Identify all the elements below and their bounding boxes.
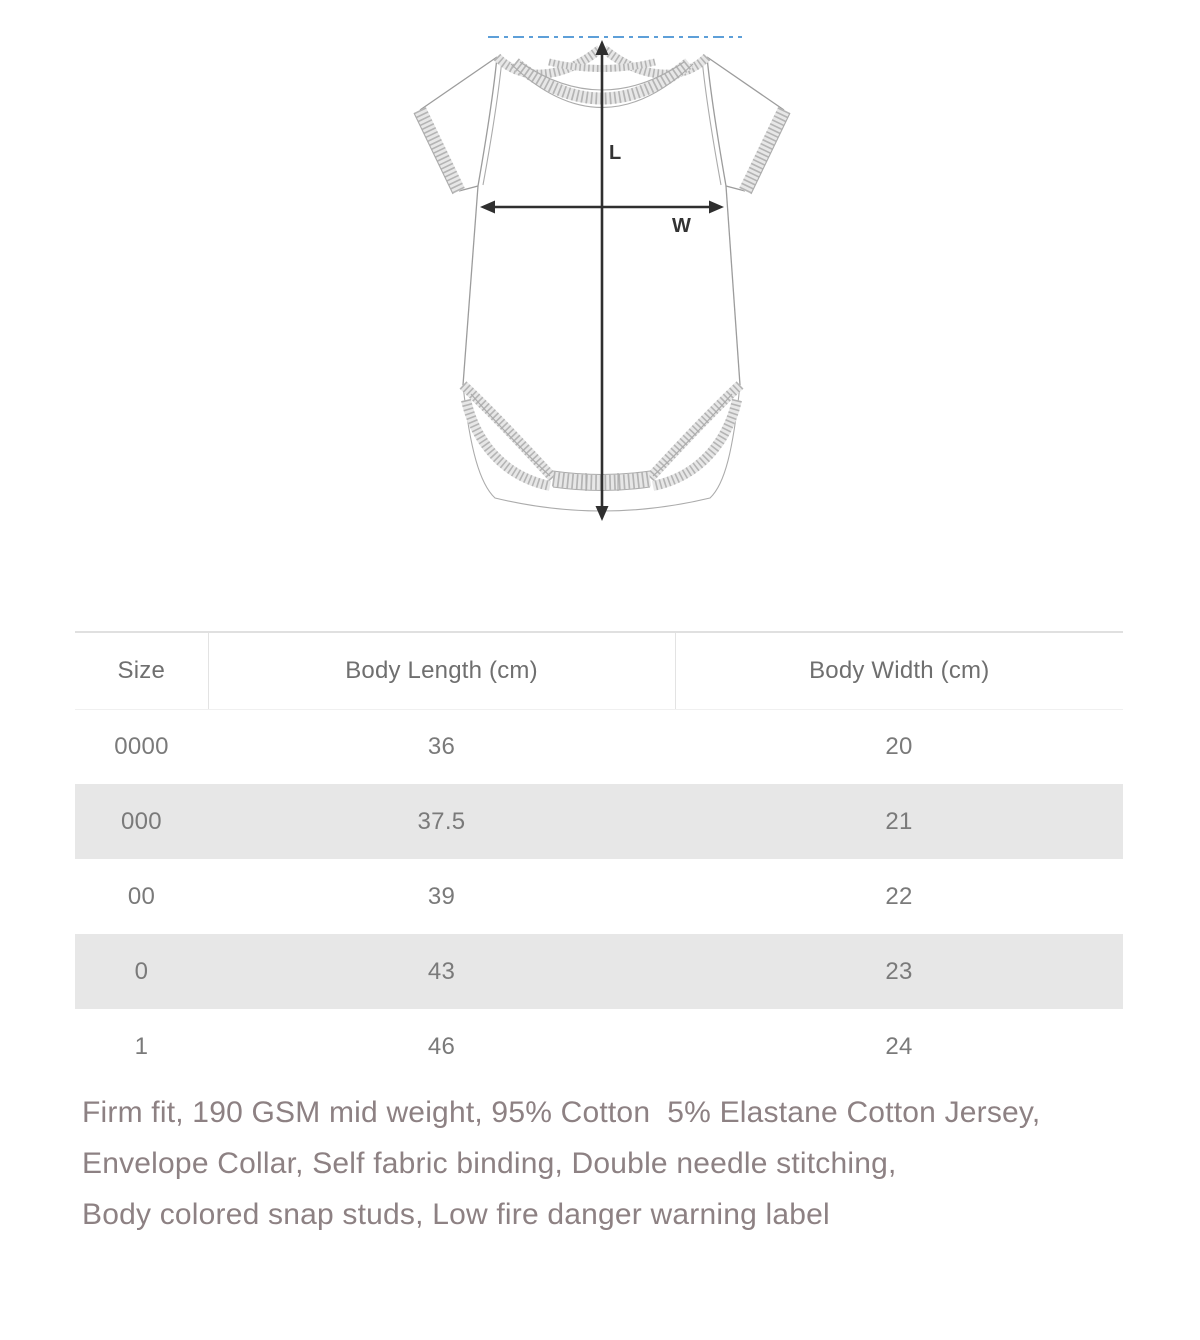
body-length-value: 39: [427, 882, 456, 910]
size-value: 0: [134, 957, 149, 985]
body-length-value: 43: [427, 957, 456, 985]
col-header-size: Size: [75, 632, 208, 709]
size-table-header-row: [75, 632, 1123, 709]
size-value: 00: [127, 882, 156, 910]
bodysuit-sketch: [380, 18, 825, 538]
col-header-body-length: Body Length (cm): [208, 632, 675, 709]
size-value: 000: [121, 807, 162, 835]
size-value: 1: [134, 1032, 149, 1060]
table-row: [75, 934, 1123, 1009]
body-width-value: 21: [885, 807, 913, 835]
body-length-value: 37.5: [417, 807, 466, 835]
width-label: W: [672, 215, 691, 237]
body-length-value: 36: [427, 732, 456, 760]
length-arrow: [596, 40, 622, 521]
product-description: [82, 1087, 1192, 1240]
body-length-value: 46: [427, 1032, 456, 1060]
body-width-value: 22: [885, 882, 913, 910]
col-header-body-width: Body Width (cm): [675, 632, 1123, 709]
table-row: [75, 859, 1123, 934]
description-line: Envelope Collar, Self fabric binding, Double needle stitching,: [82, 1147, 897, 1180]
body-width-value: 23: [885, 957, 913, 985]
body-width-value: 24: [885, 1032, 913, 1060]
table-row: [75, 1009, 1123, 1084]
size-table: [75, 631, 1123, 1084]
table-row: [75, 709, 1123, 784]
description-line: Body colored snap studs, Low fire danger warning label: [82, 1198, 830, 1231]
description-line: Firm fit, 190 GSM mid weight, 95% Cotton 5% Elastane Cotton Jersey,: [82, 1096, 1041, 1129]
size-value: 0000: [114, 732, 169, 760]
body-width-value: 20: [885, 732, 913, 760]
length-label: L: [609, 142, 622, 164]
table-row: [75, 784, 1123, 859]
bodysuit-diagram: [380, 18, 825, 538]
